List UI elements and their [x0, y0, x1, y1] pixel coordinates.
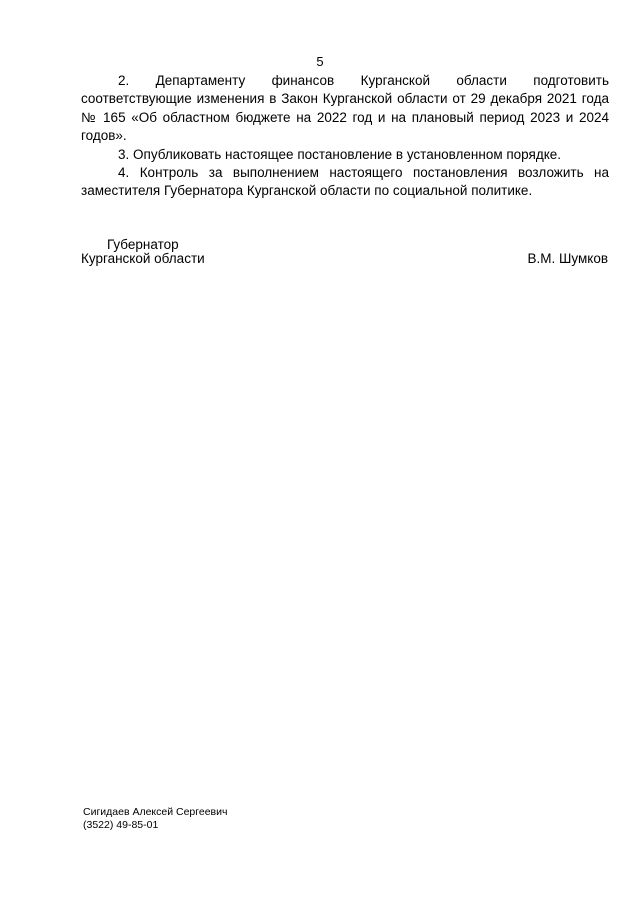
page-number: 5	[316, 54, 324, 69]
executor-name: Сигидаев Алексей Сергеевич	[83, 806, 228, 818]
signature-title-line1: Губернатор	[107, 237, 179, 252]
document-body	[81, 72, 609, 201]
signature-name: В.М. Шумков	[527, 251, 608, 266]
paragraph-publication: 3. Опубликовать настоящее постановление в установленном порядке.	[118, 146, 562, 162]
signature-title-line2: Курганской области	[81, 251, 205, 266]
executor-phone: (3522) 49-85-01	[83, 819, 159, 831]
paragraph-finance-department: 2. Департаменту финансов Курганской области подготовить соответствующие изменения в Закон Курганской области от 29 декабря 2021 года № 165 «Об областном бюджете на 2022 год и на плановый период 2023 и 2024 годов».	[81, 73, 609, 144]
paragraph-control: 4. Контроль за выполнением настоящего постановления возложить на заместителя Губернатора Курганской области по социальной политике.	[81, 165, 609, 199]
